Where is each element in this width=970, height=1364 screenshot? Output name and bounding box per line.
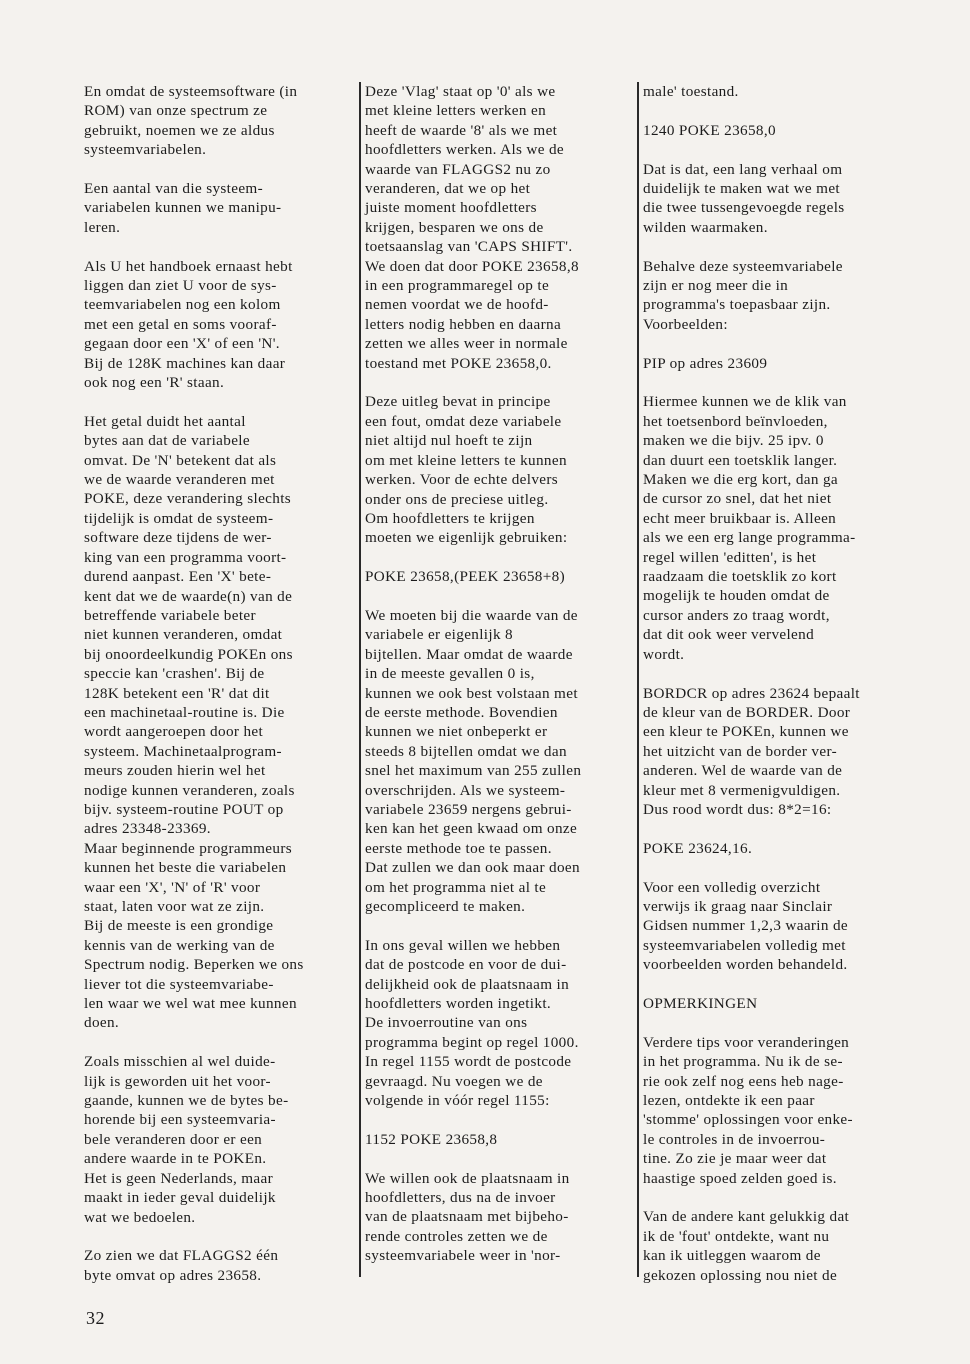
- text-line: POKE 23658,(PEEK 23658+8): [365, 568, 565, 586]
- text-line: wordt.: [643, 645, 685, 663]
- text-line: omvat. De 'N' betekent dat als: [84, 451, 277, 469]
- text-line: zetten we alles weer in normale: [365, 335, 568, 353]
- text-line: tine. Zo zie je maar weer dat: [643, 1150, 827, 1168]
- text-line: met kleine letters werken en: [365, 102, 547, 120]
- text-line: in de meeste gevallen 0 is,: [365, 665, 535, 683]
- text-line: om met kleine letters te kunnen: [365, 451, 567, 469]
- text-column-3: [643, 82, 915, 1304]
- text-line: steeds 8 bijtellen omdat we dan: [365, 742, 567, 760]
- text-line: horende bij een systeemvaria-: [84, 1111, 276, 1129]
- text-line: als we een erg lange programma-: [643, 529, 856, 547]
- text-line: eerste methode toe te passen.: [365, 839, 552, 857]
- text-line: speccie kan 'crashen'. Bij de: [84, 665, 265, 683]
- text-line: de kleur van de BORDER. Door: [643, 703, 851, 721]
- paragraph: [643, 839, 915, 858]
- text-line: volgende in vóór regel 1155:: [365, 1092, 550, 1110]
- paragraph: [84, 257, 356, 393]
- text-line: raadzaam die toetsklik zo kort: [643, 568, 837, 586]
- paragraph: [643, 160, 915, 238]
- text-line: dan duurt een toetsklik langer.: [643, 451, 838, 469]
- text-line: lijk is geworden uit het voor-: [84, 1072, 271, 1090]
- text-line: software deze tijdens de wer-: [84, 529, 272, 547]
- text-line: Spectrum nodig. Beperken we ons: [84, 956, 304, 974]
- text-line: een fout, omdat deze variabele: [365, 412, 562, 430]
- paragraph: [643, 354, 915, 373]
- text-line: Zo zien we dat FLAGGS2 één: [84, 1247, 279, 1265]
- column-rule-right: [637, 82, 639, 1277]
- text-line: systeemvariabelen.: [84, 141, 207, 159]
- text-line: regel willen 'editten', is het: [643, 548, 817, 566]
- text-line: rie ook zelf nog eens heb nage-: [643, 1072, 844, 1090]
- text-line: Maken we die erg kort, dan ga: [643, 471, 839, 489]
- text-line: Het is geen Nederlands, maar: [84, 1169, 274, 1187]
- text-line: hoofdletters werken. Als we de: [365, 141, 565, 159]
- text-line: doen.: [84, 1014, 120, 1032]
- paragraph: [643, 878, 915, 975]
- text-line: kennis van de werking van de: [84, 936, 275, 954]
- text-line: overschrijden. Als we systeem-: [365, 781, 566, 799]
- text-line: durend aanpast. Een 'X' bete-: [84, 568, 272, 586]
- text-line: een kleur te POKEn, kunnen we: [643, 723, 849, 741]
- paragraph: [84, 82, 356, 160]
- text-line: gecompliceerd te maken.: [365, 898, 526, 916]
- paragraph: [643, 257, 915, 335]
- text-line: Het getal duidt het aantal: [84, 412, 246, 430]
- text-line: wordt aangeroepen door het: [84, 723, 264, 741]
- text-line: rende controles zetten we de: [365, 1227, 548, 1245]
- text-line: Dat is dat, een lang verhaal om: [643, 160, 843, 178]
- text-line: nodige kunnen veranderen, zoals: [84, 781, 295, 799]
- paragraph: [365, 392, 637, 547]
- text-line: bijv. systeem-routine POUT op: [84, 800, 284, 818]
- text-line: byte omvat op adres 23658.: [84, 1266, 262, 1284]
- text-line: hoofdletters worden ingetikt.: [365, 995, 552, 1013]
- text-line: anderen. Wel de waarde van de: [643, 762, 843, 780]
- text-line: 1152 POKE 23658,8: [365, 1130, 498, 1148]
- text-line: krijgen, besparen we ons de: [365, 218, 544, 236]
- text-line: lezen, ontdekte ik een paar: [643, 1091, 815, 1109]
- paragraph: [643, 1033, 915, 1188]
- text-line: programma begint op regel 1000.: [365, 1033, 579, 1051]
- text-line: gevraagd. Nu voegen we de: [365, 1072, 543, 1090]
- text-line: echt meer bruikbaar is. Alleen: [643, 509, 837, 527]
- text-line: een machinetaal-routine is. Die: [84, 703, 285, 721]
- text-line: Dat zullen we dan ook maar doen: [365, 859, 580, 877]
- text-line: Als U het handboek ernaast hebt: [84, 257, 293, 275]
- text-line: We doen dat door POKE 23658,8: [365, 257, 579, 275]
- text-line: variabelen kunnen we manipu-: [84, 199, 282, 217]
- text-line: leren.: [84, 218, 121, 236]
- text-line: kent dat we de waarde(n) van de: [84, 587, 293, 605]
- text-line: andere waarde in te POKEn.: [84, 1150, 267, 1168]
- text-line: niet altijd nul hoeft te zijn: [365, 432, 533, 450]
- text-line: kunnen we ook best volstaan met: [365, 684, 578, 702]
- text-line: we de waarde veranderen met: [84, 471, 275, 489]
- text-line: die twee tussengevoegde regels: [643, 199, 845, 217]
- text-line: van de plaatsnaam met bijbeho-: [365, 1208, 569, 1226]
- text-line: Deze uitleg bevat in principe: [365, 393, 551, 411]
- text-line: wat we bedoelen.: [84, 1208, 196, 1226]
- text-line: bij onoordeelkundig POKEn ons: [84, 645, 293, 663]
- text-line: programma's toepasbaar zijn.: [643, 296, 831, 314]
- text-line: ROM) van onze spectrum ze: [84, 102, 268, 120]
- text-line: liggen dan ziet U voor de sys-: [84, 277, 277, 295]
- text-line: gekozen oplossing nou niet de: [643, 1266, 838, 1284]
- text-line: snel het maximum van 255 zullen: [365, 762, 582, 780]
- text-line: voorbeelden worden behandeld.: [643, 956, 848, 974]
- text-line: variabele 23659 nergens gebrui-: [365, 800, 572, 818]
- text-line: kan ik uitleggen waarom de: [643, 1247, 821, 1265]
- text-line: het toetsenbord beïnvloeden,: [643, 412, 828, 430]
- text-line: Hiermee kunnen we de klik van: [643, 393, 847, 411]
- text-line: maken we die bijv. 25 ipv. 0: [643, 432, 824, 450]
- text-line: bijtellen. Maar omdat de waarde: [365, 645, 573, 663]
- text-line: zijn er nog meer die in: [643, 277, 789, 295]
- paragraph: [365, 936, 637, 1111]
- text-line: gaande, kunnen we de bytes be-: [84, 1092, 289, 1110]
- page-number: 32: [86, 1308, 105, 1328]
- text-line: nemen voordat we de hoofd-: [365, 296, 549, 314]
- text-line: meurs zouden hierin wel het: [84, 762, 266, 780]
- text-line: Voorbeelden:: [643, 315, 728, 333]
- text-line: Verdere tips voor veranderingen: [643, 1033, 850, 1051]
- text-line: Deze 'Vlag' staat op '0' als we: [365, 83, 556, 100]
- text-line: liever tot die systeemvariabe-: [84, 975, 274, 993]
- text-line: gegaan door een 'X' of een 'N'.: [84, 335, 280, 353]
- text-line: POKE, deze verandering slechts: [84, 490, 292, 508]
- text-line: dat dit ook weer vervelend: [643, 626, 815, 644]
- text-line: Behalve deze systeemvariabele: [643, 257, 843, 275]
- text-line: Maar beginnende programmeurs: [84, 839, 293, 857]
- paragraph: [84, 1052, 356, 1227]
- paragraph: [365, 1130, 637, 1149]
- text-line: De invoerroutine van ons: [365, 1014, 528, 1032]
- text-line: de eerste methode. Bovendien: [365, 703, 558, 721]
- text-line: heeft de waarde '8' als we met: [365, 121, 558, 139]
- text-line: juiste moment hoofdletters: [365, 199, 537, 217]
- text-line: Van de andere kant gelukkig dat: [643, 1208, 850, 1226]
- text-line: 'stomme' oplossingen voor enke-: [643, 1111, 853, 1129]
- text-line: duidelijk te maken wat we met: [643, 180, 840, 197]
- text-line: OPMERKINGEN: [643, 994, 758, 1012]
- text-line: in het programma. Nu ik de se-: [643, 1053, 843, 1071]
- text-line: king van een programma voort-: [84, 548, 287, 566]
- text-line: kunnen het beste die variabelen: [84, 859, 287, 877]
- text-line: dat de postcode en voor de dui-: [365, 956, 567, 974]
- text-column-1: [84, 82, 356, 1305]
- text-line: POKE 23624,16.: [643, 839, 753, 857]
- text-line: veranderen, dat we op het: [365, 180, 531, 198]
- text-line: verwijs ik graag naar Sinclair: [643, 897, 833, 915]
- text-line: Een aantal van die systeem-: [84, 180, 263, 198]
- paragraph: [84, 412, 356, 1033]
- text-line: het uitzicht van de border ver-: [643, 742, 837, 760]
- text-line: 128K betekent een 'R' dat dit: [84, 684, 270, 702]
- text-line: PIP op adres 23609: [643, 354, 768, 372]
- text-line: Voor een volledig overzicht: [643, 878, 821, 896]
- text-line: om het programma niet al te: [365, 878, 547, 896]
- paragraph: [643, 1207, 915, 1285]
- text-line: We willen ook de plaatsnaam in: [365, 1169, 570, 1187]
- text-line: waar een 'X', 'N' of 'R' voor: [84, 878, 261, 896]
- text-line: delijkheid ook de plaatsnaam in: [365, 975, 570, 993]
- text-line: ik de 'fout' ontdekte, want nu: [643, 1227, 830, 1245]
- paragraph: [365, 1169, 637, 1266]
- text-line: niet kunnen veranderen, omdat: [84, 626, 283, 644]
- text-line: cursor anders zo traag wordt,: [643, 606, 830, 624]
- text-line: BORDCR op adres 23624 bepaalt: [643, 684, 860, 702]
- text-line: teemvariabelen nog een kolom: [84, 296, 281, 314]
- paragraph: [643, 994, 915, 1013]
- text-line: onder ons de preciese uitleg.: [365, 490, 549, 508]
- text-line: in een programmaregel op te: [365, 277, 550, 295]
- text-line: systeemvariabele weer in 'nor-: [365, 1247, 561, 1265]
- text-line: In ons geval willen we hebben: [365, 936, 561, 954]
- text-line: toestand met POKE 23658,0.: [365, 354, 552, 372]
- text-line: systeem. Machinetaalprogram-: [84, 742, 282, 760]
- text-line: gebruikt, noemen we ze aldus: [84, 121, 275, 139]
- text-line: kunnen we niet onbeperkt er: [365, 723, 548, 741]
- paragraph: [365, 567, 637, 586]
- text-line: bytes aan dat de variabele: [84, 432, 250, 450]
- text-line: len waar we wel wat mee kunnen: [84, 995, 297, 1013]
- text-line: Om hoofdletters te krijgen: [365, 509, 535, 527]
- text-line: male' toestand.: [643, 83, 739, 100]
- text-line: tijdelijk is omdat de systeem-: [84, 509, 274, 527]
- text-line: Dus rood wordt dus: 8*2=16:: [643, 800, 832, 818]
- text-line: En omdat de systeemsoftware (in: [84, 83, 298, 100]
- paragraph: [365, 82, 637, 373]
- text-line: de cursor zo snel, dat het niet: [643, 490, 832, 508]
- paragraph: [643, 121, 915, 140]
- text-line: moeten we eigenlijk gebruiken:: [365, 529, 568, 547]
- text-line: letters nodig hebben en daarna: [365, 315, 562, 333]
- text-column-2: [365, 82, 637, 1285]
- text-line: mogelijk te houden omdat de: [643, 587, 830, 605]
- text-line: ken kan het geen kwaad om onze: [365, 820, 578, 838]
- text-line: waarde van FLAGGS2 nu zo: [365, 160, 551, 178]
- text-line: werken. Voor de echte delvers: [365, 471, 559, 489]
- text-line: haastige spoed zelden goed is.: [643, 1169, 837, 1187]
- text-line: We moeten bij die waarde van de: [365, 606, 578, 624]
- paragraph: [84, 179, 356, 237]
- text-line: In regel 1155 wordt de postcode: [365, 1053, 572, 1071]
- text-line: staat, laten voor wat ze zijn.: [84, 898, 265, 916]
- text-line: systeemvariabelen volledig met: [643, 936, 846, 954]
- text-line: Gidsen nummer 1,2,3 waarin de: [643, 917, 849, 935]
- text-line: Bij de meeste is een grondige: [84, 917, 274, 935]
- paragraph: [643, 82, 915, 101]
- text-line: maakt in ieder geval duidelijk: [84, 1189, 276, 1207]
- paragraph: [365, 606, 637, 917]
- text-line: bele veranderen door er een: [84, 1130, 263, 1148]
- text-line: kleur met 8 vermenigvuldigen.: [643, 781, 841, 799]
- column-rule-left: [359, 82, 361, 1277]
- text-line: Zoals misschien al wel duide-: [84, 1053, 276, 1071]
- text-line: met een getal en soms vooraf-: [84, 315, 277, 333]
- text-line: Bij de 128K machines kan daar: [84, 354, 286, 372]
- paragraph: [643, 392, 915, 664]
- text-line: ook nog een 'R' staan.: [84, 374, 225, 392]
- text-line: le controles in de invoerrou-: [643, 1130, 826, 1148]
- text-line: wilden waarmaken.: [643, 218, 768, 236]
- paragraph: [84, 1246, 356, 1285]
- text-line: adres 23348-23369.: [84, 820, 211, 838]
- text-line: toetsaanslag van 'CAPS SHIFT'.: [365, 238, 573, 256]
- text-line: 1240 POKE 23658,0: [643, 121, 776, 139]
- text-line: betreffende variabele beter: [84, 606, 256, 624]
- text-line: hoofdletters, dus na de invoer: [365, 1189, 556, 1207]
- text-line: variabele er eigenlijk 8: [365, 626, 513, 644]
- paragraph: [643, 684, 915, 820]
